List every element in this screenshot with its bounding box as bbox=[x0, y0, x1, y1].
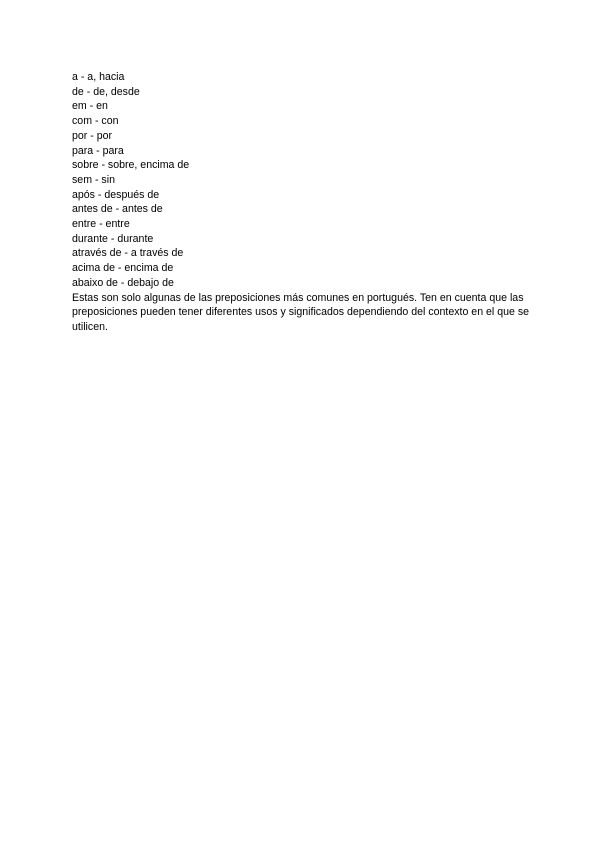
preposition-line: acima de - encima de bbox=[72, 262, 174, 275]
preposition-line: com - con bbox=[72, 115, 119, 128]
preposition-line: abaixo de - debajo de bbox=[72, 276, 174, 289]
preposition-line: para - para bbox=[72, 144, 124, 157]
preposition-line: sobre - sobre, encima de bbox=[72, 159, 190, 172]
preposition-line: durante - durante bbox=[72, 232, 154, 245]
preposition-line: antes de - antes de bbox=[72, 203, 163, 216]
closing-paragraph: Estas son solo algunas de las preposiciones más comunes en portugués. Ten en cuenta que las preposiciones pueden tener diferentes usos y significados dependiendo del contexto en el que se utilicen. bbox=[72, 291, 530, 333]
preposition-line: entre - entre bbox=[72, 218, 130, 231]
preposition-line: de - de, desde bbox=[72, 85, 140, 98]
document-body bbox=[72, 70, 532, 335]
preposition-line: sem - sin bbox=[72, 173, 115, 186]
preposition-line: em - en bbox=[72, 100, 108, 113]
preposition-line: por - por bbox=[72, 129, 113, 142]
preposition-line: após - después de bbox=[72, 188, 160, 201]
preposition-line: através de - a través de bbox=[72, 247, 184, 260]
preposition-line: a - a, hacia bbox=[72, 71, 125, 83]
